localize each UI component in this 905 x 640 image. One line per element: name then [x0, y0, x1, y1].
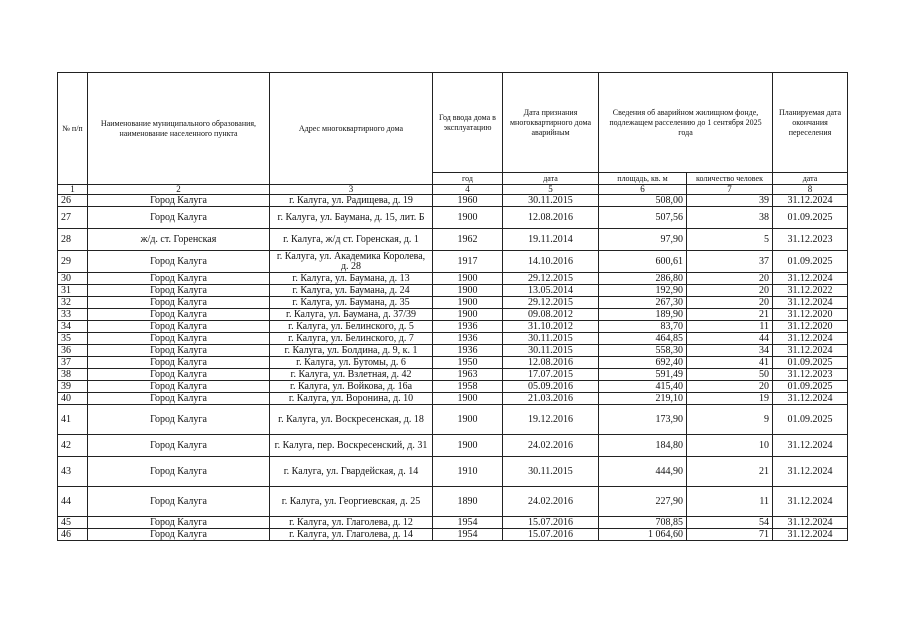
- cell-address: г. Калуга, ул. Глаголева, д. 14: [270, 529, 433, 541]
- header-municipality: Наименование муниципального образования, наименование населенного пункта: [88, 73, 270, 185]
- cell-municipality: Город Калуга: [88, 393, 270, 405]
- cell-municipality: Город Калуга: [88, 321, 270, 333]
- cell-planned-date: 31.12.2020: [773, 321, 848, 333]
- cell-people: 21: [687, 309, 773, 321]
- cell-recognition-date: 13.05.2014: [503, 285, 599, 297]
- cell-planned-date: 31.12.2022: [773, 285, 848, 297]
- cell-year: 1950: [433, 357, 503, 369]
- column-number: 2: [88, 185, 270, 195]
- table-row: [58, 435, 848, 457]
- cell-municipality: Город Калуга: [88, 457, 270, 487]
- cell-people: 34: [687, 345, 773, 357]
- cell-num: 27: [58, 207, 88, 229]
- cell-area: 286,80: [599, 273, 687, 285]
- header-recognition-date: Дата признания многоквартирного дома аварийным: [503, 73, 599, 173]
- cell-year: 1954: [433, 529, 503, 541]
- subheader-year: год: [433, 173, 503, 185]
- header-address: Адрес многоквартирного дома: [270, 73, 433, 185]
- cell-area: 708,85: [599, 517, 687, 529]
- table-row: [58, 529, 848, 541]
- cell-address: г. Калуга, ул. Воскресенская, д. 18: [270, 405, 433, 435]
- cell-people: 11: [687, 487, 773, 517]
- cell-planned-date: 01.09.2025: [773, 251, 848, 273]
- cell-recognition-date: 24.02.2016: [503, 435, 599, 457]
- cell-planned-date: 31.12.2024: [773, 529, 848, 541]
- cell-recognition-date: 30.11.2015: [503, 457, 599, 487]
- cell-address: г. Калуга, ж/д ст. Горенская, д. 1: [270, 229, 433, 251]
- cell-address: г. Калуга, ул. Георгиевская, д. 25: [270, 487, 433, 517]
- cell-address: г. Калуга, ул. Воронина, д. 10: [270, 393, 433, 405]
- subheader-area: площадь, кв. м: [599, 173, 687, 185]
- cell-people: 50: [687, 369, 773, 381]
- cell-area: 558,30: [599, 345, 687, 357]
- cell-recognition-date: 05.09.2016: [503, 381, 599, 393]
- cell-recognition-date: 30.11.2015: [503, 345, 599, 357]
- cell-num: 45: [58, 517, 88, 529]
- cell-people: 20: [687, 285, 773, 297]
- cell-area: 189,90: [599, 309, 687, 321]
- cell-address: г. Калуга, ул. Взлетная, д. 42: [270, 369, 433, 381]
- cell-area: 173,90: [599, 405, 687, 435]
- table-row: [58, 309, 848, 321]
- cell-year: 1910: [433, 457, 503, 487]
- cell-address: г. Калуга, ул. Глаголева, д. 12: [270, 517, 433, 529]
- cell-address: г. Калуга, ул. Белинского, д. 5: [270, 321, 433, 333]
- cell-planned-date: 01.09.2025: [773, 357, 848, 369]
- cell-people: 5: [687, 229, 773, 251]
- cell-year: 1900: [433, 309, 503, 321]
- cell-area: 83,70: [599, 321, 687, 333]
- table-row: [58, 285, 848, 297]
- cell-address: г. Калуга, ул. Академика Королева, д. 28: [270, 251, 433, 273]
- table-row: [58, 333, 848, 345]
- cell-people: 71: [687, 529, 773, 541]
- cell-recognition-date: 12.08.2016: [503, 207, 599, 229]
- cell-people: 38: [687, 207, 773, 229]
- cell-address: г. Калуга, ул. Баумана, д. 15, лит. Б: [270, 207, 433, 229]
- cell-address: г. Калуга, ул. Войкова, д. 16а: [270, 381, 433, 393]
- cell-num: 29: [58, 251, 88, 273]
- cell-num: 44: [58, 487, 88, 517]
- cell-planned-date: 31.12.2024: [773, 517, 848, 529]
- cell-year: 1960: [433, 195, 503, 207]
- cell-num: 35: [58, 333, 88, 345]
- cell-people: 54: [687, 517, 773, 529]
- cell-address: г. Калуга, ул. Бутомы, д. 6: [270, 357, 433, 369]
- cell-planned-date: 01.09.2025: [773, 381, 848, 393]
- cell-planned-date: 01.09.2025: [773, 405, 848, 435]
- cell-year: 1900: [433, 273, 503, 285]
- cell-recognition-date: 21.03.2016: [503, 393, 599, 405]
- cell-area: 507,56: [599, 207, 687, 229]
- cell-people: 44: [687, 333, 773, 345]
- cell-address: г. Калуга, ул. Гвардейская, д. 14: [270, 457, 433, 487]
- cell-num: 33: [58, 309, 88, 321]
- cell-num: 28: [58, 229, 88, 251]
- cell-people: 9: [687, 405, 773, 435]
- cell-num: 32: [58, 297, 88, 309]
- cell-area: 219,10: [599, 393, 687, 405]
- cell-address: г. Калуга, ул. Баумана, д. 37/39: [270, 309, 433, 321]
- cell-recognition-date: 19.11.2014: [503, 229, 599, 251]
- cell-num: 37: [58, 357, 88, 369]
- table-row: [58, 207, 848, 229]
- cell-people: 20: [687, 297, 773, 309]
- cell-year: 1900: [433, 435, 503, 457]
- cell-planned-date: 31.12.2024: [773, 457, 848, 487]
- cell-municipality: Город Калуга: [88, 273, 270, 285]
- column-number: 1: [58, 185, 88, 195]
- cell-recognition-date: 12.08.2016: [503, 357, 599, 369]
- cell-recognition-date: 31.10.2012: [503, 321, 599, 333]
- cell-municipality: Город Калуга: [88, 517, 270, 529]
- cell-municipality: Город Калуга: [88, 357, 270, 369]
- cell-planned-date: 31.12.2024: [773, 487, 848, 517]
- cell-planned-date: 01.09.2025: [773, 207, 848, 229]
- cell-planned-date: 31.12.2024: [773, 435, 848, 457]
- cell-municipality: Город Калуга: [88, 297, 270, 309]
- header-year-built: Год ввода дома в эксплуатацию: [433, 73, 503, 173]
- table-row: [58, 251, 848, 273]
- cell-num: 30: [58, 273, 88, 285]
- emergency-housing-table: [57, 72, 848, 541]
- cell-planned-date: 31.12.2024: [773, 297, 848, 309]
- cell-address: г. Калуга, ул. Баумана, д. 13: [270, 273, 433, 285]
- column-number: 7: [687, 185, 773, 195]
- cell-year: 1963: [433, 369, 503, 381]
- cell-num: 42: [58, 435, 88, 457]
- cell-people: 19: [687, 393, 773, 405]
- cell-area: 508,00: [599, 195, 687, 207]
- cell-year: 1900: [433, 285, 503, 297]
- cell-year: 1954: [433, 517, 503, 529]
- cell-municipality: Город Калуга: [88, 207, 270, 229]
- cell-year: 1900: [433, 207, 503, 229]
- cell-recognition-date: 29.12.2015: [503, 297, 599, 309]
- cell-year: 1890: [433, 487, 503, 517]
- cell-planned-date: 31.12.2020: [773, 309, 848, 321]
- cell-num: 43: [58, 457, 88, 487]
- cell-area: 692,40: [599, 357, 687, 369]
- cell-planned-date: 31.12.2024: [773, 333, 848, 345]
- cell-people: 10: [687, 435, 773, 457]
- cell-area: 267,30: [599, 297, 687, 309]
- cell-area: 1 064,60: [599, 529, 687, 541]
- cell-people: 20: [687, 381, 773, 393]
- subheader-date: дата: [503, 173, 599, 185]
- table-row: [58, 405, 848, 435]
- cell-recognition-date: 30.11.2015: [503, 333, 599, 345]
- cell-planned-date: 31.12.2024: [773, 345, 848, 357]
- cell-planned-date: 31.12.2024: [773, 195, 848, 207]
- table-row: [58, 229, 848, 251]
- table-row: [58, 357, 848, 369]
- cell-address: г. Калуга, ул. Баумана, д. 35: [270, 297, 433, 309]
- cell-num: 38: [58, 369, 88, 381]
- column-number: 3: [270, 185, 433, 195]
- cell-recognition-date: 15.07.2016: [503, 517, 599, 529]
- cell-num: 31: [58, 285, 88, 297]
- table-row: [58, 195, 848, 207]
- cell-municipality: Город Калуга: [88, 369, 270, 381]
- cell-year: 1962: [433, 229, 503, 251]
- cell-area: 415,40: [599, 381, 687, 393]
- cell-year: 1936: [433, 345, 503, 357]
- cell-num: 34: [58, 321, 88, 333]
- cell-planned-date: 31.12.2024: [773, 273, 848, 285]
- cell-address: г. Калуга, ул. Белинского, д. 7: [270, 333, 433, 345]
- cell-municipality: Город Калуга: [88, 487, 270, 517]
- cell-address: г. Калуга, пер. Воскресенский, д. 31: [270, 435, 433, 457]
- column-number: 6: [599, 185, 687, 195]
- table-row: [58, 273, 848, 285]
- cell-people: 21: [687, 457, 773, 487]
- header-fund-info: Сведения об аварийном жилищном фонде, подлежащем расселению до 1 сентября 2025 года: [599, 73, 773, 173]
- table-row: [58, 487, 848, 517]
- table-body: [58, 195, 848, 541]
- cell-area: 591,49: [599, 369, 687, 381]
- subheader-plan-date: дата: [773, 173, 848, 185]
- cell-area: 192,90: [599, 285, 687, 297]
- cell-area: 97,90: [599, 229, 687, 251]
- cell-people: 37: [687, 251, 773, 273]
- cell-year: 1900: [433, 405, 503, 435]
- header-num: № п/п: [58, 73, 88, 185]
- cell-num: 39: [58, 381, 88, 393]
- cell-num: 40: [58, 393, 88, 405]
- cell-municipality: ж/д. ст. Горенская: [88, 229, 270, 251]
- table-row: [58, 369, 848, 381]
- cell-people: 39: [687, 195, 773, 207]
- column-number: 5: [503, 185, 599, 195]
- cell-municipality: Город Калуга: [88, 435, 270, 457]
- cell-municipality: Город Калуга: [88, 405, 270, 435]
- cell-year: 1936: [433, 321, 503, 333]
- cell-planned-date: 31.12.2024: [773, 393, 848, 405]
- cell-municipality: Город Калуга: [88, 333, 270, 345]
- table-row: [58, 457, 848, 487]
- cell-people: 11: [687, 321, 773, 333]
- cell-address: г. Калуга, ул. Радищева, д. 19: [270, 195, 433, 207]
- column-number: 4: [433, 185, 503, 195]
- table-row: [58, 381, 848, 393]
- cell-year: 1936: [433, 333, 503, 345]
- table-row: [58, 393, 848, 405]
- cell-recognition-date: 30.11.2015: [503, 195, 599, 207]
- cell-area: 444,90: [599, 457, 687, 487]
- cell-num: 41: [58, 405, 88, 435]
- cell-planned-date: 31.12.2023: [773, 369, 848, 381]
- cell-recognition-date: 17.07.2015: [503, 369, 599, 381]
- cell-year: 1900: [433, 297, 503, 309]
- cell-planned-date: 31.12.2023: [773, 229, 848, 251]
- cell-area: 227,90: [599, 487, 687, 517]
- cell-municipality: Город Калуга: [88, 251, 270, 273]
- cell-address: г. Калуга, ул. Болдина, д. 9, к. 1: [270, 345, 433, 357]
- table-row: [58, 321, 848, 333]
- table-row: [58, 345, 848, 357]
- table-row: [58, 517, 848, 529]
- cell-num: 26: [58, 195, 88, 207]
- cell-people: 20: [687, 273, 773, 285]
- cell-recognition-date: 19.12.2016: [503, 405, 599, 435]
- cell-municipality: Город Калуга: [88, 345, 270, 357]
- cell-num: 46: [58, 529, 88, 541]
- cell-municipality: Город Калуга: [88, 529, 270, 541]
- header-planned-date: Планируемая дата окончания переселения: [773, 73, 848, 173]
- column-number: 8: [773, 185, 848, 195]
- cell-municipality: Город Калуга: [88, 195, 270, 207]
- table-row: [58, 297, 848, 309]
- cell-recognition-date: 24.02.2016: [503, 487, 599, 517]
- cell-recognition-date: 09.08.2012: [503, 309, 599, 321]
- cell-year: 1917: [433, 251, 503, 273]
- cell-area: 464,85: [599, 333, 687, 345]
- cell-address: г. Калуга, ул. Баумана, д. 24: [270, 285, 433, 297]
- cell-num: 36: [58, 345, 88, 357]
- cell-year: 1900: [433, 393, 503, 405]
- cell-year: 1958: [433, 381, 503, 393]
- cell-recognition-date: 29.12.2015: [503, 273, 599, 285]
- cell-recognition-date: 14.10.2016: [503, 251, 599, 273]
- cell-municipality: Город Калуга: [88, 381, 270, 393]
- cell-municipality: Город Калуга: [88, 285, 270, 297]
- cell-area: 184,80: [599, 435, 687, 457]
- cell-recognition-date: 15.07.2016: [503, 529, 599, 541]
- cell-municipality: Город Калуга: [88, 309, 270, 321]
- subheader-people: количество человек: [687, 173, 773, 185]
- cell-area: 600,61: [599, 251, 687, 273]
- cell-people: 41: [687, 357, 773, 369]
